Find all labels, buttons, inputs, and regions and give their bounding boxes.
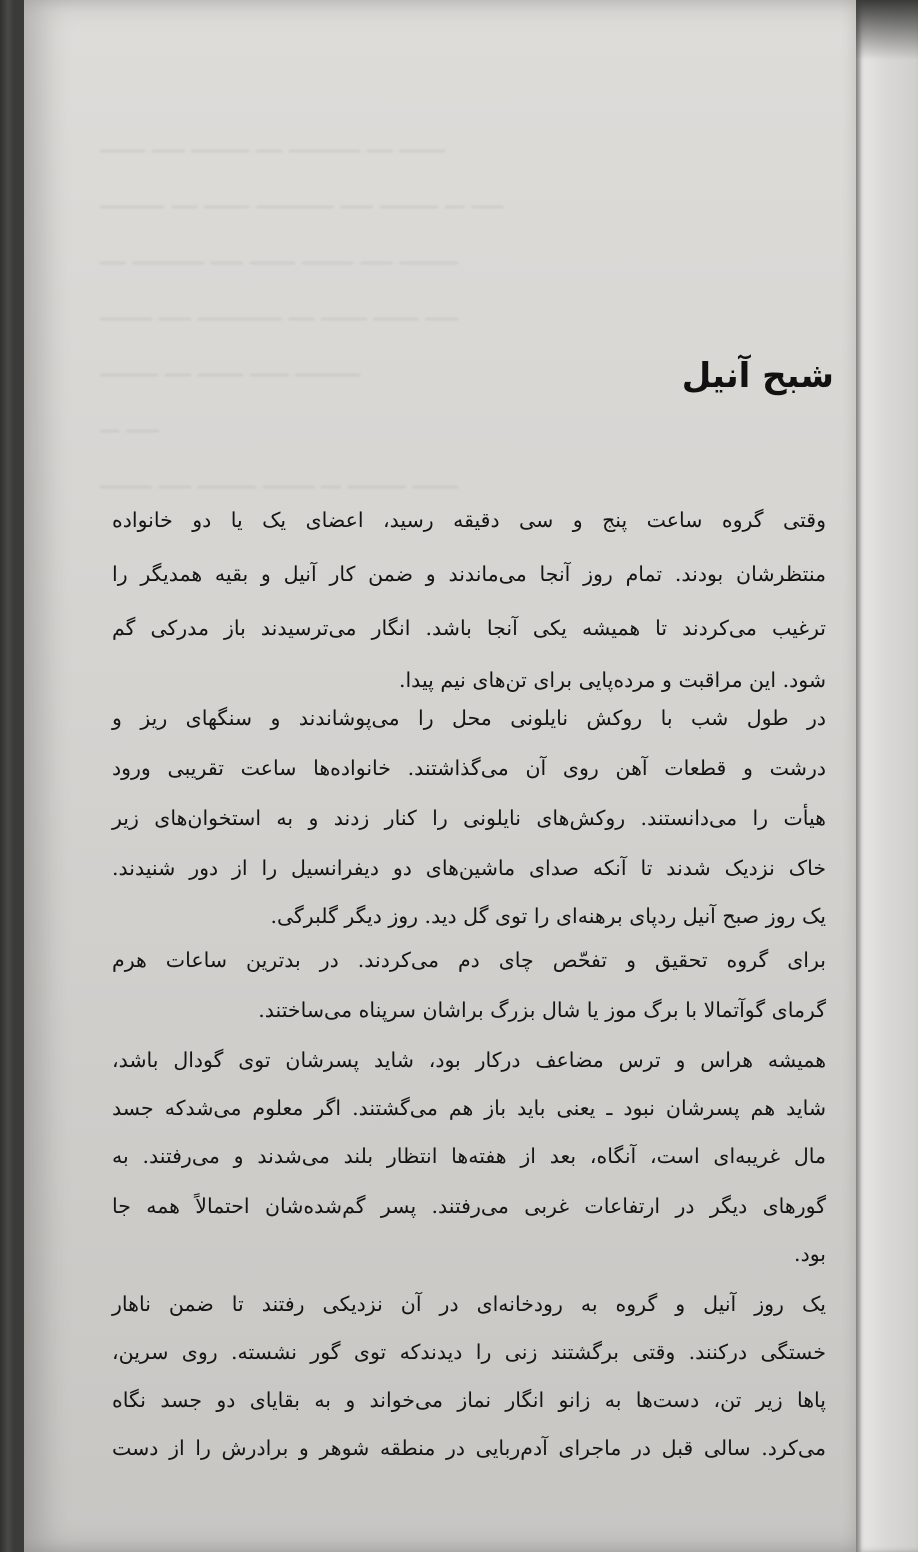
text-line: خستگی درکنند. وقتی برگشتند زنی را دیدندکه توی گور نشسته. روی سرین، <box>112 1340 826 1364</box>
text-line: شاید هم پسرشان نبود ـ یعنی باید باز هم می‌گشتند. اگر معلوم می‌شدکه جسد <box>112 1096 826 1120</box>
text-line: گرمای گوآتمالا با برگ موز یا شال بزرگ براشان سرپناه می‌ساختند. <box>258 998 826 1022</box>
text-line: یک روز صبح آنیل ردپای برهنه‌ای را توی گل دید. روز دیگر گلبرگی. <box>270 904 826 928</box>
text-line: ترغیب می‌کردند تا همیشه یکی آنجا باشد. انگار می‌ترسیدند باز مدرکی گم <box>112 616 826 640</box>
text-line: برای گروه تحقیق و تفحّص چای دم می‌کردند. در بدترین ساعات هرم <box>112 948 826 972</box>
text-line: مال غریبه‌ای است، آنگاه، بعد از هفته‌ها انتظار بلند می‌شدند و می‌رفتند. به <box>112 1144 826 1168</box>
text-line: در طول شب با روکش نایلونی محل را می‌پوشاندند و سنگهای ریز و <box>112 706 826 730</box>
text-line: یک روز آنیل و گروه به رودخانه‌ای در آن نزدیکی رفتند تا ضمن ناهار <box>112 1292 826 1316</box>
text-line: خاک نزدیک شدند تا آنکه صدای ماشین‌های دو دیفرانسیل را از دور شنیدند. <box>112 856 826 880</box>
text-line: پاها زیر تن، دست‌ها به زانو انگار نماز می‌خواند و به بقایای دو جسد نگاه <box>112 1388 826 1412</box>
bleed-through-text: ـــــــ ـــــ ـــــــــ ــــ ـــــــــــ ــــ ـــــــ ــــــــــ ــــ ـــــــ ــــــــــــ ـــــ ـــــــــ ـــ ـــــ ــــ ـــــــــــ ـــــ ـــــــ ــــــــ ـــــ ـــــــــ ــــــــ ـــــ ـــــــــــــ ــــ ـــــــ ـــــــ ـــــ ـــــــــ ــــ ـــــــ ــــــ ــــــــــ ـــ ـــــ ــــــــ ـــــ ـــــــــ ــــــــ ـــ ـــــــــ ـــــــ <box>100 133 504 494</box>
page-edge-shadow <box>856 0 918 60</box>
text-line: می‌کرد. سالی قبل در ماجرای آدم‌ربایی در منطقه شوهر و برادرش را از دست <box>112 1436 826 1460</box>
text-line: منتظرشان بودند. تمام روز آنجا می‌ماندند و ضمن کار آنیل و بقیه همدیگر را <box>112 562 826 586</box>
text-line: همیشه هراس و ترس مضاعف درکار بود، شاید پسرشان توی گودال باشد، <box>112 1048 826 1072</box>
text-line: گورهای دیگر در ارتفاعات غربی می‌رفتند. پسر گم‌شده‌شان احتمالاً همه جا <box>112 1194 826 1218</box>
text-line: درشت و قطعات آهن روی آن می‌گذاشتند. خانواده‌ها ساعت تقریبی ورود <box>112 756 826 780</box>
text-line: بود. <box>794 1242 826 1266</box>
chapter-title: شبح آنیل <box>681 356 834 396</box>
next-page-edge <box>856 0 918 1552</box>
text-line: هیأت را می‌دانستند. روکش‌های نایلونی را کنار زدند و به استخوان‌های زیر <box>112 806 826 830</box>
text-line: وقتی گروه ساعت پنج و سی دقیقه رسید، اعضای یک یا دو خانواده <box>112 508 826 532</box>
text-line: شود. این مراقبت و مرده‌پایی برای تن‌های نیم پیدا. <box>398 668 826 692</box>
